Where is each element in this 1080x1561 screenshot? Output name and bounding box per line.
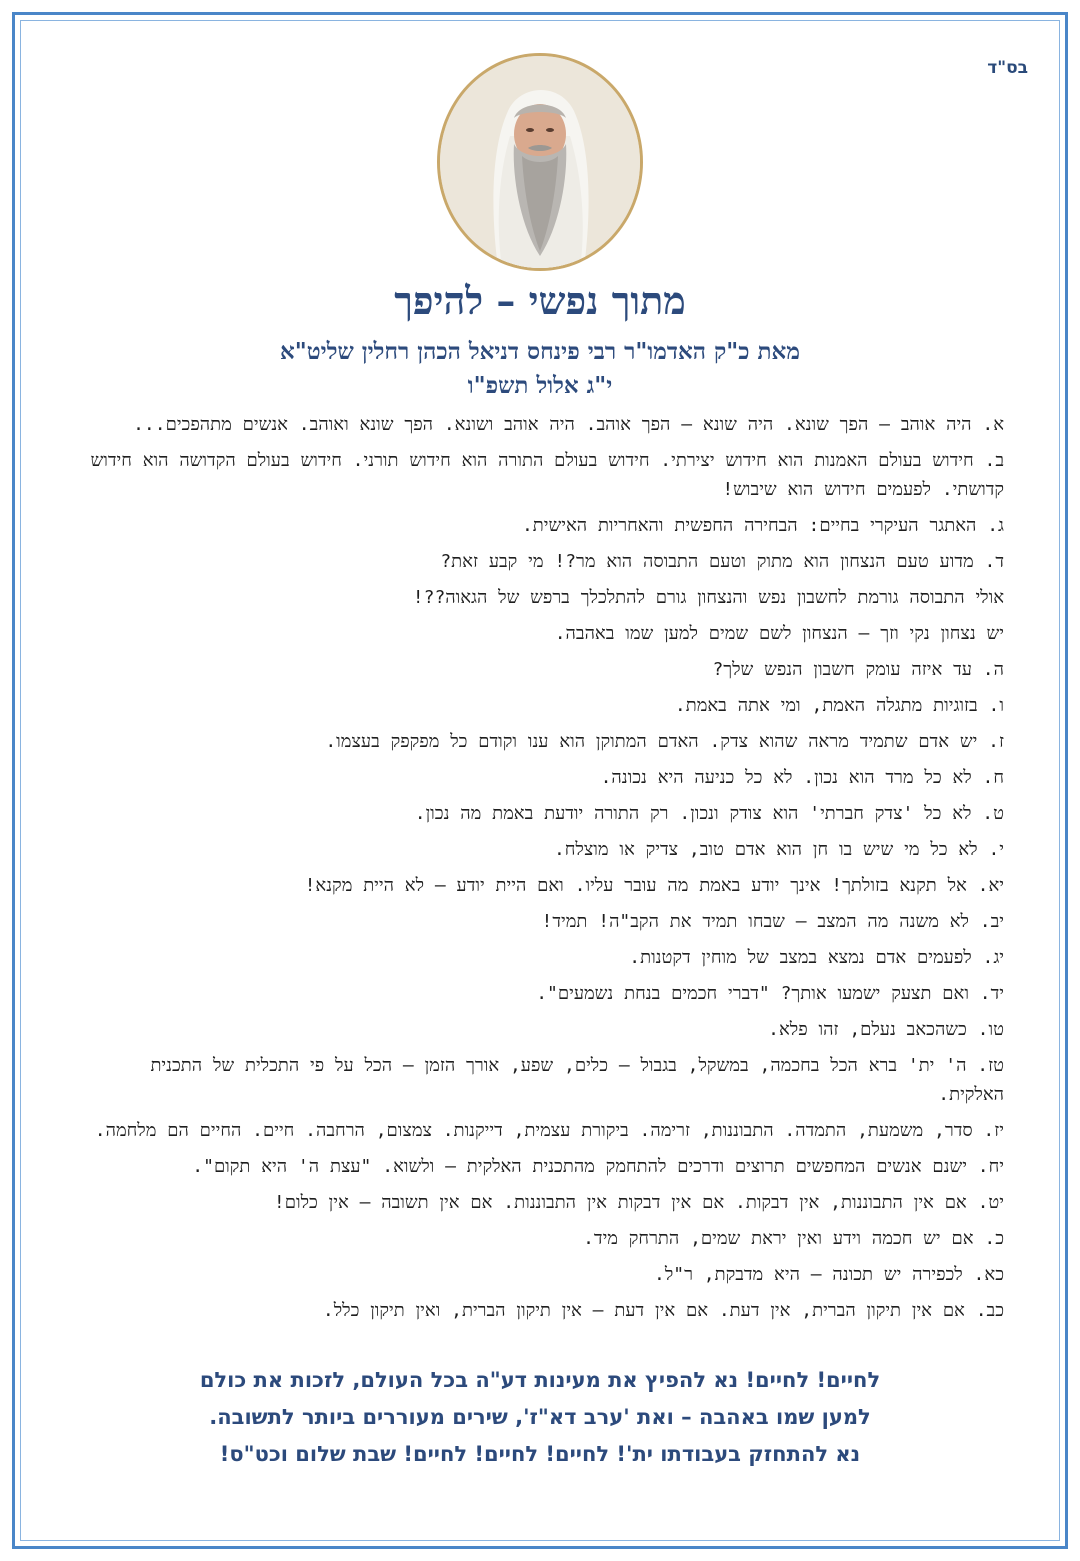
list-item: כב. אם אין תיקון הברית, אין דעת. אם אין דעת – אין תיקון הברית, ואין תיקון כלל. [322, 1300, 1004, 1321]
list-item: יד. ואם תצעק ישמעו אותך? "דברי חכמים בנחת נשמעים". [536, 983, 1004, 1004]
closing-blessing [120, 1362, 960, 1473]
list-item: ט. לא כל 'צדק חברתי' הוא צודק ונכון. רק התורה יודעת באמת מה נכון. [414, 803, 1004, 824]
list-item: אולי התבוסה גורמת לחשבון נפש והנצחון גורם להתלכלך ברפש של הגאוה??! [412, 587, 1004, 608]
list-item: ג. האתגר העיקרי בחיים: הבחירה החפשית והאחריות האישית. [521, 515, 1004, 536]
list-item: ה. עד איזה עומק חשבון הנפש שלך? [712, 659, 1004, 680]
list-item: יש נצחון נקי וזך – הנצחון לשם שמים למען שמו באהבה. [554, 623, 1004, 644]
list-item: יח. ישנם אנשים המחפשים תרוצים ודרכים להתחמק מהתכנית האלקית – ולשוא. "עצת ה' היא תקום". [192, 1156, 1004, 1177]
list-item: א. היה אוהב – הפך שונא. היה שונא – הפך אוהב. היה אוהב ושונא. הפך שונא ואוהב. אנשים מתהפכים... [133, 414, 1004, 435]
list-item: ז. יש אדם שתמיד מראה שהוא צדק. האדם המתוקן הוא ענו וקודם כל מפקפק בעצמו. [325, 731, 1004, 752]
bsd-header: בס"ד [987, 58, 1028, 78]
author-line: מאת כ"ק האדמו"ר רבי פינחס דניאל הכהן רחלין שליט"א [280, 338, 800, 365]
closing-line-2: למען שמו באהבה – ואת 'ערב דא"ז', שירים מעוררים ביותר לתשובה. [209, 1405, 871, 1429]
portrait-photo-icon [440, 56, 640, 268]
list-item: ו. בזוגיות מתגלה האמת, ומי אתה באמת. [674, 695, 1004, 716]
list-item: טו. כשהכאב נעלם, זהו פלא. [768, 1019, 1004, 1040]
sayings-list [74, 410, 1004, 1332]
list-item: יב. לא משנה מה המצב – שבחו תמיד את הקב"ה! תמיד! [541, 911, 1004, 932]
list-item: כא. לכפירה יש תכונה – היא מדבקת, ר"ל. [653, 1264, 1004, 1285]
list-item: ב. חידוש בעולם האמנות הוא חידוש יצירתי. חידוש בעולם התורה הוא חידוש תורני. חידוש בעולם הקדושה הוא חידוש קדושתי. לפעמים חידוש הוא שיבוש! [90, 450, 1004, 500]
list-item: טז. ה' ית' ברא הכל בחכמה, במשקל, בגבול – כלים, שפע, אורך הזמן – הכל על פי התכלית של התכנית האלקית. [150, 1055, 1004, 1105]
list-item: יט. אם אין התבוננות, אין דבקות. אם אין דבקות אין התבוננות. אם אין תשובה – אין כלום! [273, 1192, 1004, 1213]
list-item: כ. אם יש חכמה וידע ואין יראת שמים, התרחק מיד. [583, 1228, 1004, 1249]
closing-line-3: נא להתחזק בעבודתו ית'! לחיים! לחיים! לחיים! שבת שלום וכט"ס! [219, 1442, 861, 1466]
list-item: יא. אל תקנא בזולתך! אינך יודע באמת מה עובר עליו. ואם היית יודע – לא היית מקנא! [304, 875, 1004, 896]
closing-line-1: לחיים! לחיים! נא להפיץ את מעינות דע"ה בכל העולם, לזכות את כולם [199, 1368, 881, 1392]
list-item: יג. לפעמים אדם נמצא במצב של מוחין דקטנות. [629, 947, 1004, 968]
portrait-photo [437, 53, 643, 271]
list-item: ד. מדוע טעם הנצחון הוא מתוק וטעם התבוסה הוא מר?! מי קבע זאת? [440, 551, 1004, 572]
list-item: י. לא כל מי שיש בו חן הוא אדם טוב, צדיק או מוצלח. [553, 839, 1004, 860]
date-line: י"ג אלול תשפ"ו [467, 372, 613, 399]
list-item: ח. לא כל מרד הוא נכון. לא כל כניעה היא נכונה. [600, 767, 1004, 788]
page-title: מתוך נפשי – להיפך [394, 278, 686, 323]
list-item: יז. סדר, משמעת, התמדה. התבוננות, זרימה. ביקורת עצמית, דייקנות. צמצום, הרחבה. חיים. החיים הם מלחמה. [94, 1120, 1004, 1141]
